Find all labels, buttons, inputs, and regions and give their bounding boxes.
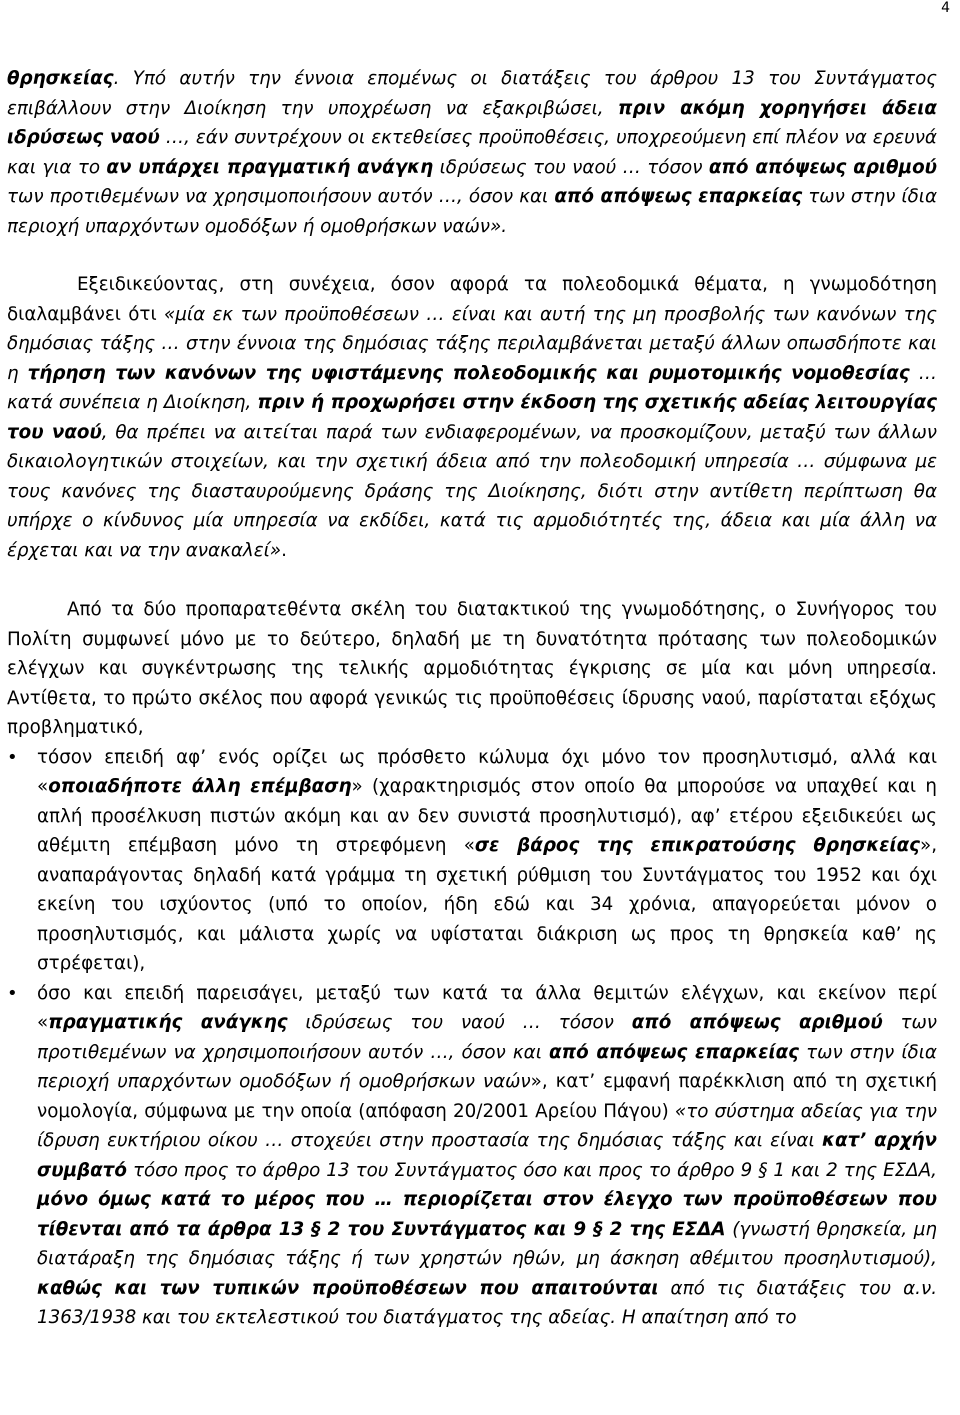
text-run: πριν ακόμη χορηγήσει άδεια ιδρύσεως ναού (7, 97, 937, 148)
text-run: μόνο όμως κατά το μέρος που … περιορίζεται στον έλεγχο των προϋποθέσεων που τίθενται από τα άρθρα 13 § 2 του Συντάγματος και 9 § 2 της ΕΣΔΑ (37, 1189, 937, 1240)
text-run: από απόψεως επαρκείας (554, 186, 803, 207)
text-run: (γνωστή θρησκεία, μη διατάραξη της δημόσιας τάξης ή των χρηστών ηθών, μη άσκηση αθέμιτου προσηλυτισμού), (37, 1218, 937, 1269)
text-run: θρησκείας (7, 68, 114, 89)
text-run: ιδρύσεως του ναού … τόσον (433, 156, 709, 178)
text-run: τόσο προς το άρθρο 13 του Συντάγματος όσο και προς το άρθρο 9 § 1 και 2 της ΕΣΔΑ, (126, 1159, 937, 1181)
text-run: «μία εκ των προϋποθέσεων … είναι και αυτή της μη προσβολής των κανόνων της δημόσιας τάξης … στην έννοια της δημόσιας τάξης περιλαμβάνεται μεταξύ άλλων οπωσδήποτε και η (7, 303, 937, 384)
text-run: τόσον επειδή αφ’ ενός ορίζει ως πρόσθετο κώλυμα όχι μόνο τον προσηλυτισμό, αλλά και « (37, 746, 937, 797)
text-run: Από τα δύο προπαρατεθέντα σκέλη του διατακτικού της γνωμοδότησης, ο Συνήγορος του Πολίτη συμφωνεί μόνο με το δεύτερο, δηλαδή με τη δυνατότητα πρότασης των πολεοδομικών ελέγχων και συγκέντρωσης της τελικής αρμοδιότητας έγκρισης σε μία και μόνη υπηρεσία. Αντίθετα, το πρώτο σκέλος που αφορά γενικώς τις προϋποθέσεις ίδρυσης ναού, παρίσταται εξόχως προβληματικό, (7, 599, 937, 738)
text-run: . Υπό αυτήν την έννοια επομένως οι διατάξεις του άρθρου 13 του Συντάγματος επιβάλλουν στην Διοίκηση την υποχρέωση να εξακριβώσει, (7, 68, 937, 119)
paragraph-3 (7, 595, 937, 743)
text-run: αν υπάρχει πραγματική ανάγκη (106, 156, 434, 178)
text-run: πραγματικής ανάγκης (48, 1012, 288, 1033)
text-run: Εξειδικεύοντας, στη συνέχεια, όσον αφορά τα πολεοδομικά θέματα, η γνωμοδότηση διαλαμβάνει ότι (7, 274, 937, 325)
text-run: «το σύστημα αδείας για την ίδρυση ευκτήριου οίκου … στοχεύει στην προστασία της δημόσιας τάξης και είναι (37, 1100, 937, 1151)
bullet-text-1 (37, 747, 937, 975)
bullet-item-1 (7, 743, 937, 979)
text-run: από τις διατάξεις του α.ν. 1363/1938 και του εκτελεστικού του διατάγματος της αδείας. Η απαίτηση από το (37, 1277, 938, 1328)
text-run: πριν ή προχωρήσει στην έκδοση της σχετικής αδείας λειτουργίας του ναού (7, 392, 937, 443)
text-run: των στην ίδια περιοχή υπαρχόντων ομοδόξων ή ομοθρήσκων ναών». (7, 186, 937, 237)
text-run: κατ’ αρχήν συμβατό (37, 1130, 937, 1181)
page-number: 4 (941, 0, 950, 16)
text-run: των προτιθεμένων να χρησιμοποιήσουν αυτόν …, όσον και (7, 186, 555, 207)
text-run: » (χαρακτηρισμός στον οποίο θα μπορούσε να υπαχθεί και η απλή προσέλκυση πιστών ακόμη και αν δεν συνιστά προσηλυτισμό), αφ’ ετέρου εξειδικεύει ως αθέμιτη επέμβαση μόνο τη στρεφόμενη « (37, 776, 938, 856)
bullet-icon: • (7, 746, 18, 768)
text-run: από απόψεως αριθμού (708, 156, 937, 178)
text-run: …, εάν συντρέχουν οι εκτεθείσες προϋποθέσεις, υποχρεούμενη επί πλέον να ερευνά και για το (7, 127, 937, 178)
text-run: ιδρύσεως του ναού … τόσον (287, 1012, 632, 1033)
paragraph-2 (7, 270, 937, 565)
text-run: από απόψεως επαρκείας (549, 1041, 799, 1063)
bullet-icon: • (7, 982, 18, 1004)
text-run: », αναπαράγοντας δηλαδή κατά γράμμα τη σχετική ρύθμιση του Συντάγματος του 1952 και όχι εκείνη του ισχύοντος (υπό το οποίον, ήδη εδώ και 34 χρόνια, απαγορεύεται μόνον ο προσηλυτισμός, και μάλιστα χωρίς να υφίσταται διάκριση ως προς τη θρησκεία καθ’ ης στρέφεται), (37, 835, 938, 974)
text-run: καθώς και των τυπικών προϋποθέσεων που απαιτούνται (37, 1277, 659, 1299)
text-run: οποιαδήποτε άλλη επέμβαση (48, 776, 352, 797)
document-body (7, 64, 937, 1333)
bullet-item-2 (7, 979, 937, 1333)
text-run: … κατά συνέπεια η Διοίκηση, (7, 362, 938, 413)
text-run: από απόψεως αριθμού (631, 1012, 883, 1033)
paragraph-1 (7, 64, 937, 241)
text-run: σε βάρος της επικρατούσης θρησκείας (474, 835, 921, 856)
text-run: », κατ’ εμφανή παρέκκλιση από τη σχετική νομολογία, σύμφωνα με την οποία (απόφαση 20/2001 Αρείου Πάγου) (37, 1071, 937, 1122)
text-run: . (281, 539, 287, 561)
text-run: των προτιθεμένων να χρησιμοποιήσουν αυτόν …, όσον και (37, 1012, 937, 1063)
text-run: τήρηση των κανόνων της υφιστάμενης πολεοδομικής και ρυμοτομικής νομοθεσίας (27, 362, 910, 384)
bullet-list (7, 743, 937, 1333)
bullet-text-2 (37, 983, 937, 1329)
text-run: , θα πρέπει να αιτείται παρά των ενδιαφερομένων, να προσκομίζουν, μεταξύ των άλλων δικαιολογητικών στοιχείων, και την σχετική άδεια από την πολεοδομική υπηρεσία … σύμφωνα με τους κανόνες της διασταυρούμενης δράσης της Διοίκησης, διότι στην αντίθετη περίπτωση θα υπήρχε ο κίνδυνος μία υπηρεσία να εκδίδει, κατά τις αρμοδιότητές της, άδεια και μία άλλη να έρχεται και να την ανακαλεί» (7, 421, 937, 561)
text-run: των στην ίδια περιοχή υπαρχόντων ομοδόξων ή ομοθρήσκων ναών (37, 1041, 937, 1092)
text-run: όσο και επειδή παρεισάγει, μεταξύ των κατά τα άλλα θεμιτών ελέγχων, και εκείνον περί « (37, 982, 937, 1033)
